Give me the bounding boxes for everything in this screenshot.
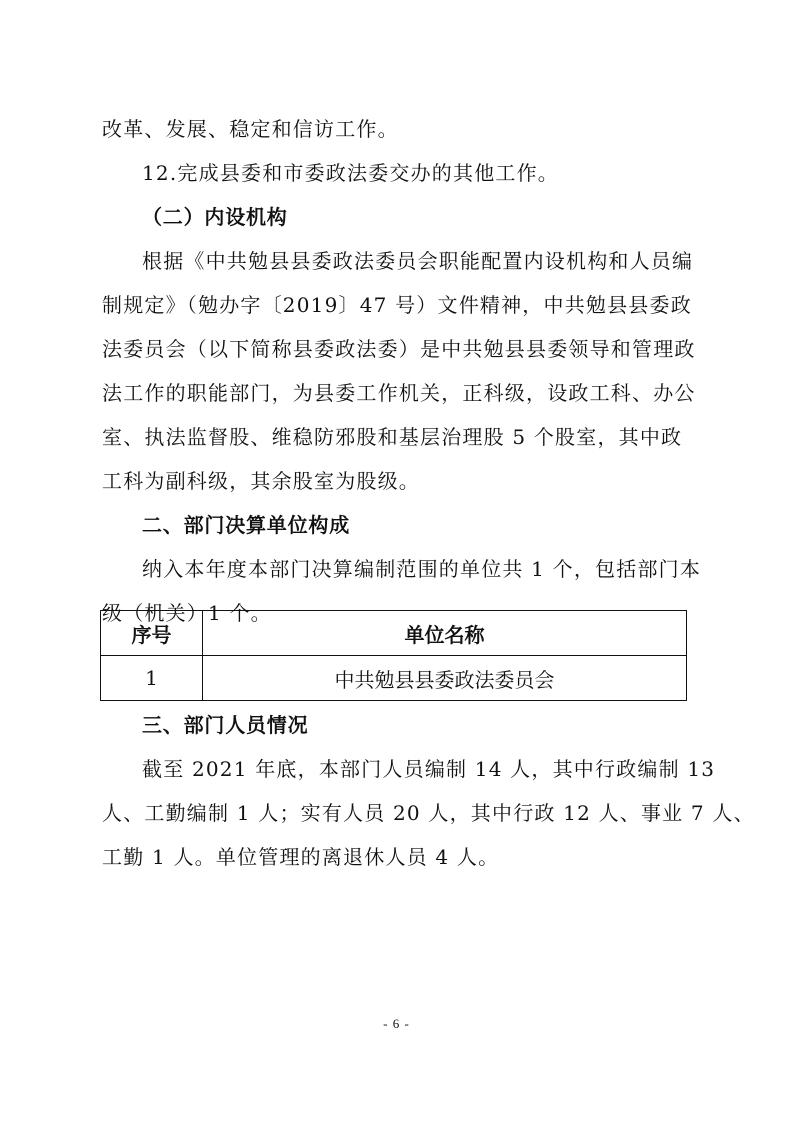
paragraph-line: 工勤 1 人。单位管理的离退休人员 4 人。 [102, 845, 500, 869]
paragraph-line: 根据《中共勉县县委政法委员会职能配置内设机构和人员编 [142, 249, 694, 273]
section-heading: 二、部门决算单位构成 [142, 513, 350, 537]
paragraph-line: 室、执法监督股、维稳防邪股和基层治理股 5 个股室，其中政 [102, 425, 683, 449]
paragraph-line: 人、工勤编制 1 人；实有人员 20 人，其中行政 12 人、事业 7 人、 [102, 801, 755, 825]
paragraph-line: 制规定》（勉办字〔2019〕47 号）文件精神，中共勉县县委政 [102, 293, 692, 317]
paragraph-line: 纳入本年度本部门决算编制范围的单位共 1 个，包括部门本 [142, 557, 702, 581]
page-number: - 6 - [383, 1016, 410, 1031]
paragraph-line: 截至 2021 年底，本部门人员编制 14 人，其中行政编制 13 [142, 757, 716, 781]
table-header-row [101, 611, 687, 656]
section-heading: 三、部门人员情况 [142, 713, 309, 737]
paragraph-line: 法工作的职能部门，为县委工作机关，正科级，设政工科、办公 [102, 381, 696, 405]
paragraph-line: 改革、发展、稳定和信访工作。 [102, 117, 399, 141]
table-header-cell: 单位名称 [203, 611, 687, 656]
table-header-cell: 序号 [101, 611, 203, 656]
unit-table [100, 610, 687, 701]
table-cell: 中共勉县县委政法委员会 [203, 656, 687, 701]
section-heading: （二）内设机构 [142, 205, 288, 229]
paragraph-line: 工科为副科级，其余股室为股级。 [102, 469, 420, 493]
paragraph-line: 级（机关）1 个。 [102, 601, 272, 625]
table-row [101, 656, 687, 701]
table-cell: 1 [101, 656, 203, 701]
paragraph-line: 法委员会（以下简称县委政法委）是中共勉县县委领导和管理政 [102, 337, 696, 361]
paragraph-line: 12.完成县委和市委政法委交办的其他工作。 [142, 161, 560, 185]
